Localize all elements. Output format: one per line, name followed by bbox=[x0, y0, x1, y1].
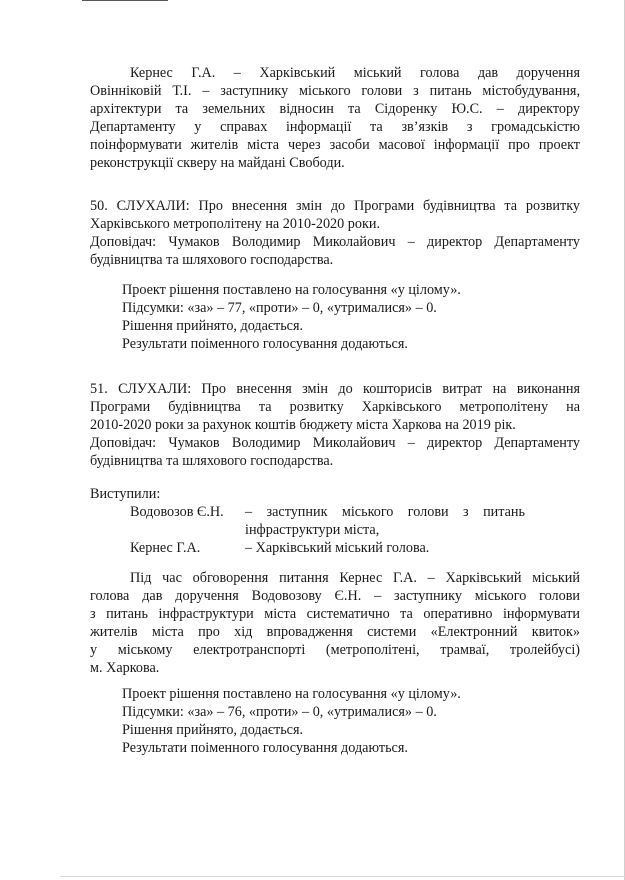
speaker-row bbox=[90, 503, 580, 521]
item-51-vote bbox=[90, 685, 612, 757]
item-50-heard bbox=[90, 197, 580, 269]
speaker-row-continuation bbox=[90, 521, 580, 539]
text-line: Кернес Г.А. – Харківський міський голова дав доручення bbox=[130, 65, 580, 81]
paragraph-kernes-order bbox=[90, 64, 580, 172]
text-line: з питань інфраструктури міста систематично та оперативно інформувати bbox=[90, 606, 580, 622]
item-51-speakers bbox=[90, 485, 580, 557]
bottom-rule bbox=[60, 876, 625, 877]
speaker-name: Кернес Г.А. bbox=[130, 540, 201, 556]
speaker-name: Водовозов Є.Н. bbox=[130, 504, 224, 520]
text-line: будівництва та шляхового господарства. bbox=[90, 252, 334, 268]
text-line: реконструкції скверу на майдані Свободи. bbox=[90, 155, 345, 171]
text-line: голова дав доручення Водовозову Є.Н. – заступнику міського голови bbox=[90, 588, 580, 604]
text-line: Харківського метрополітену на 2010-2020 роки. bbox=[90, 216, 380, 232]
top-rule bbox=[82, 0, 168, 1]
text-line: Під час обговорення питання Кернес Г.А. – Харківський міський bbox=[130, 570, 580, 586]
text-line: Департаменту у справах інформації та зв’язків з громадськістю bbox=[90, 119, 580, 135]
item-51-discussion bbox=[90, 569, 580, 677]
text-line: Результати поіменного голосування додаються. bbox=[122, 740, 408, 756]
text-line: Проект рішення поставлено на голосування «у цілому». bbox=[122, 686, 461, 702]
item-50-vote bbox=[90, 281, 612, 353]
speaker-desc-line: – Харківський міський голова. bbox=[245, 540, 430, 556]
text-line: м. Харкова. bbox=[90, 660, 160, 676]
speaker-row bbox=[90, 539, 580, 557]
text-line: 50. СЛУХАЛИ: Про внесення змін до Програми будівництва та розвитку bbox=[90, 198, 580, 214]
text-line: жителів міста про хід впровадження системи «Електронний квиток» bbox=[90, 624, 580, 640]
text-line: у міському електротранспорті (метрополітені, трамваї, тролейбусі) bbox=[90, 642, 580, 658]
text-line: Рішення прийнято, додається. bbox=[122, 318, 304, 334]
text-line: будівництва та шляхового господарства. bbox=[90, 453, 334, 469]
text-line: 51. СЛУХАЛИ: Про внесення змін до кошторисів витрат на виконання bbox=[90, 381, 580, 397]
text-line: 2010-2020 роки за рахунок коштів бюджету міста Харкова на 2019 рік. bbox=[90, 417, 516, 433]
text-line: Доповідач: Чумаков Володимир Миколайович – директор Департаменту bbox=[90, 234, 580, 250]
speaker-desc-line: інфраструктури міста, bbox=[245, 522, 380, 538]
text-line: Підсумки: «за» – 76, «проти» – 0, «утрималися» – 0. bbox=[122, 704, 437, 720]
text-line: Проект рішення поставлено на голосування «у цілому». bbox=[122, 282, 461, 298]
text-line: Результати поіменного голосування додаються. bbox=[122, 336, 408, 352]
text-line: архітектури та земельних відносин та Сідоренку Ю.С. – директору bbox=[90, 101, 580, 117]
item-51-heard bbox=[90, 380, 580, 470]
text-line: поінформувати жителів міста через засоби масової інформації про проект bbox=[90, 137, 580, 153]
text-line: Доповідач: Чумаков Володимир Миколайович – директор Департаменту bbox=[90, 435, 580, 451]
text-line: Підсумки: «за» – 77, «проти» – 0, «утрималися» – 0. bbox=[122, 300, 437, 316]
text-line: Рішення прийнято, додається. bbox=[122, 722, 304, 738]
spoke-heading: Виступили: bbox=[90, 486, 161, 502]
text-line: Овінніковій Т.І. – заступнику міського голови з питань містобудування, bbox=[90, 83, 580, 99]
speaker-desc-line: – заступник міського голови з питань bbox=[245, 504, 525, 520]
text-line: Програми будівництва та розвитку Харківського метрополітену на bbox=[90, 399, 580, 415]
